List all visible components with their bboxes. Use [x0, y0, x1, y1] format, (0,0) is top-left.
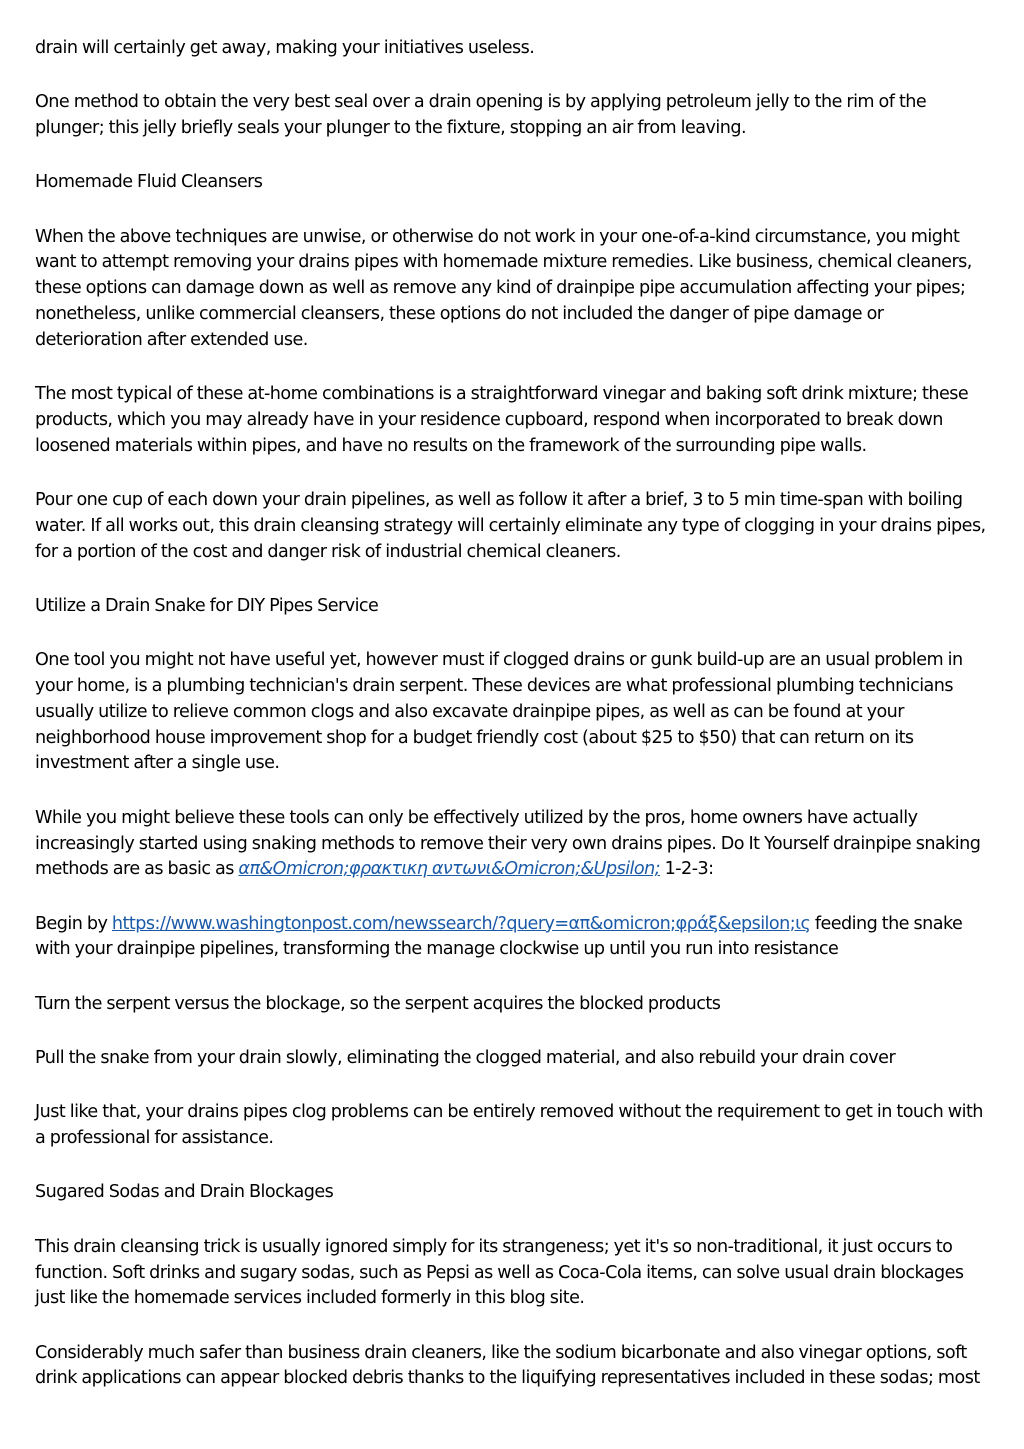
paragraph: When the above techniques are unwise, or otherwise do not work in your one-of-a-kind circumstance, you might want to attempt removing your drains pipes with homemade mixture remedies. Like business, chemical cleaners, these options can damage down as well as remove any kind of drainpipe pipe accumulation affecting your pipes; nonetheless, unlike commercial cleansers, these options do not included the danger of pipe damage or deterioration after extended use.	[35, 226, 972, 350]
url-link[interactable]: https://www.washingtonpost.com/newssearch/?query=απ&omicron;φράξ&epsilon;ις	[111, 913, 811, 934]
paragraph-text: 1-2-3:	[660, 859, 714, 880]
paragraph-with-link	[35, 806, 994, 883]
section-heading: Sugared Sodas and Drain Blockages	[35, 1182, 334, 1203]
paragraph: Pull the snake from your drain slowly, eliminating the clogged material, and also rebuild your drain cover	[35, 1048, 896, 1069]
section-heading: Utilize a Drain Snake for DIY Pipes Service	[35, 595, 379, 616]
inline-link[interactable]: απ&Omicron;φρακτικη αντωνι&Omicron;&Upsilon;	[238, 859, 661, 880]
paragraph-text: feeding the snake with your drainpipe pipelines, transforming the manage clockwise up until you run into resistance	[35, 913, 963, 960]
paragraph: One method to obtain the very best seal over a drain opening is by applying petroleum jelly to the rim of the plunger; this jelly briefly seals your plunger to the fixture, stopping an air from leaving.	[35, 92, 927, 139]
paragraph: The most typical of these at-home combinations is a straightforward vinegar and baking soft drink mixture; these products, which you may already have in your residence cupboard, respond when incorporated to break down loosened materials within pipes, and have no results on the framework of the surrounding pipe walls.	[35, 384, 969, 456]
paragraph: Just like that, your drains pipes clog problems can be entirely removed without the requirement to get in touch with a professional for assistance.	[35, 1102, 983, 1149]
paragraph: Pour one cup of each down your drain pipelines, as well as follow it after a brief, 3 to 5 min time-span with boiling water. If all works out, this drain cleansing strategy will certainly eliminate any type of clogging in your drains pipes, for a portion of the cost and danger risk of industrial chemical cleaners.	[35, 490, 986, 562]
paragraph: drain will certainly get away, making your initiatives useless.	[35, 38, 535, 58]
paragraph-text: While you might believe these tools can only be effectively utilized by the pros, home owners have actually increasingly started using snaking methods to remove their very own drains pipes. Do It Yourself drainpipe snaking methods are as basic as	[35, 807, 981, 880]
paragraph: Considerably much safer than business drain cleaners, like the sodium bicarbonate and also vinegar options, soft drink applications can appear blocked debris thanks to the liquifying representatives included in these sodas; most	[35, 1342, 980, 1389]
paragraph-with-link	[35, 912, 994, 964]
paragraph: Turn the serpent versus the blockage, so the serpent acquires the blocked products	[35, 993, 721, 1014]
paragraph: This drain cleansing trick is usually ignored simply for its strangeness; yet it's so non-traditional, it just occurs to function. Soft drinks and sugary sodas, such as Pepsi as well as Coca-Cola items, can solve usual drain blockages just like the homemade services included formerly in this blog site.	[35, 1236, 964, 1309]
paragraph-text: Begin by	[35, 913, 112, 934]
paragraph: One tool you might not have useful yet, however must if clogged drains or gunk build-up are an usual problem in your home, is a plumbing technician's drain serpent. These devices are what professional plumbing technicians usually utilize to relieve common clogs and also excavate drainpipe pipes, as well as can be found at your neighborhood house improvement shop for a budget friendly cost (about $25 to $50) that can return on its investment after a single use.	[35, 650, 963, 774]
section-heading: Homemade Fluid Cleansers	[35, 172, 263, 193]
